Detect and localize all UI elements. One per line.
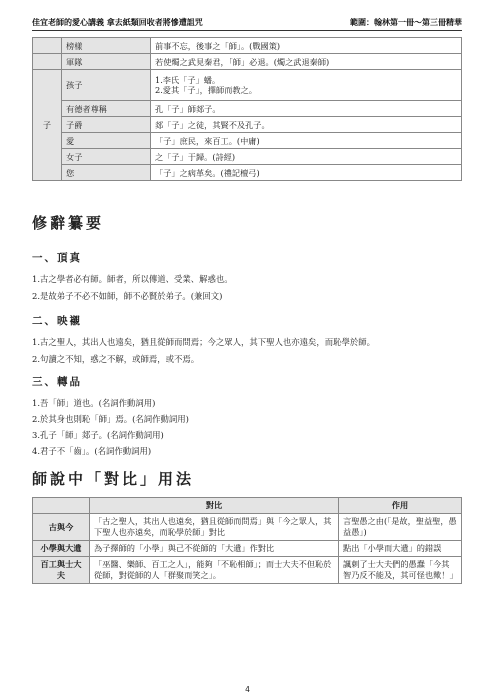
table-header-row bbox=[33, 498, 462, 514]
sense-cell: 有德者尊稱 bbox=[62, 101, 151, 117]
rhetoric-line: 4.君子不「齒」。(名詞作動詞用) bbox=[32, 446, 152, 456]
example-cell: 之「子」于歸。(詩經) bbox=[151, 149, 462, 165]
rhetoric-line: 2.是故弟子不必不如師，師不必賢於弟子。(兼回文) bbox=[32, 291, 223, 301]
effect-header: 作用 bbox=[339, 498, 462, 514]
blank-cell bbox=[33, 54, 62, 70]
blank-cell bbox=[33, 38, 62, 54]
sense-cell: 孩子 bbox=[62, 70, 151, 101]
table-row bbox=[33, 54, 462, 70]
table-row bbox=[33, 541, 462, 557]
table-row bbox=[33, 70, 462, 101]
sense-cell: 榜樣 bbox=[62, 38, 151, 54]
table-row bbox=[33, 514, 462, 541]
rhetoric-line: 1.吾「師」道也。(名詞作動詞用) bbox=[32, 398, 156, 408]
table-row bbox=[33, 557, 462, 584]
contrast-cell: 「古之聖人，其出人也遠矣，猶且從師而問焉」與「今之眾人，其下聖人也亦遠矣，而恥學於師」對比 bbox=[90, 514, 339, 541]
contrast-title: 師說中「對比」用法 bbox=[32, 470, 195, 488]
row-key: 古與今 bbox=[33, 514, 90, 541]
sense-cell: 子爵 bbox=[62, 117, 151, 133]
example-line: 2.愛其「子」，擇師而教之。 bbox=[155, 85, 257, 95]
corner-header bbox=[33, 498, 90, 514]
table-row bbox=[33, 133, 462, 149]
rhetoric-line: 1.古之聖人，其出人也遠矣，猶且從師而問焉；今之眾人，其下聖人也亦遠矣，而恥學於師。 bbox=[32, 337, 375, 347]
example-cell: 前事不忘，後事之「師」。(戰國策) bbox=[151, 38, 462, 54]
row-key: 百工與士大夫 bbox=[33, 557, 90, 584]
effect-cell: 諷刺了士大夫們的愚蠢「今其智乃反不能及，其可怪也歟！」 bbox=[339, 557, 462, 584]
table-row bbox=[33, 165, 462, 181]
example-cell: 「子」之病革矣。(禮記檀弓) bbox=[151, 165, 462, 181]
meaning-table bbox=[32, 37, 462, 181]
contrast-table bbox=[32, 497, 462, 584]
example-cell: 「子」庶民，來百工。(中庸) bbox=[151, 133, 462, 149]
header-right: 範圍：翰林第一冊～第三冊精華 bbox=[350, 18, 462, 27]
table-row bbox=[33, 38, 462, 54]
rhetoric-line: 2.於其身也則恥「師」焉。(名詞作動詞用) bbox=[32, 414, 189, 424]
example-cell bbox=[151, 70, 462, 101]
rhetoric-title: 修辭纂要 bbox=[32, 214, 105, 232]
effect-cell: 言聖愚之由(「是故，聖益聖，愚益愚」) bbox=[339, 514, 462, 541]
table-row bbox=[33, 117, 462, 133]
example-cell: 郯「子」之徒，其賢不及孔子。 bbox=[151, 117, 462, 133]
row-key: 小學與大遺 bbox=[33, 541, 90, 557]
sense-cell: 您 bbox=[62, 165, 151, 181]
section-heading: 一、頂真 bbox=[32, 252, 82, 264]
effect-cell: 點出「小學而大遺」的錯誤 bbox=[339, 541, 462, 557]
table-row bbox=[33, 149, 462, 165]
sense-cell: 軍隊 bbox=[62, 54, 151, 70]
header-left: 佳宜老師的愛心講義 拿去紙類回收者將慘遭詛咒 bbox=[32, 18, 203, 27]
page-header bbox=[32, 14, 462, 31]
sense-cell: 女子 bbox=[62, 149, 151, 165]
example-line: 1.李氏「子」蟠。 bbox=[155, 75, 221, 85]
rhetoric-line: 2.句讀之不知，惑之不解，或師焉，或不焉。 bbox=[32, 354, 200, 364]
example-cell: 孔「子」師郯子。 bbox=[151, 101, 462, 117]
section-heading: 二、映襯 bbox=[32, 315, 82, 327]
contrast-header: 對比 bbox=[90, 498, 339, 514]
group-label: 子 bbox=[33, 70, 62, 181]
section-heading: 三、轉品 bbox=[32, 376, 82, 388]
example-cell: 若使燭之武見秦君，「師」必退。(燭之武退秦師) bbox=[151, 54, 462, 70]
rhetoric-line: 1.古之學者必有師。師者，所以傳道、受業、解惑也。 bbox=[32, 274, 233, 284]
page-number: 4 bbox=[245, 685, 250, 694]
sense-cell: 愛 bbox=[62, 133, 151, 149]
rhetoric-line: 3.孔子「師」郯子。(名詞作動詞用) bbox=[32, 430, 164, 440]
table-row bbox=[33, 101, 462, 117]
contrast-cell: 為子擇師的「小學」與己不從師的「大遺」作對比 bbox=[90, 541, 339, 557]
contrast-cell: 「巫醫、樂師、百工之人」，能夠「不恥相師」；而士大夫不但恥於從師，對從師的人「群聚而笑之」。 bbox=[90, 557, 339, 584]
